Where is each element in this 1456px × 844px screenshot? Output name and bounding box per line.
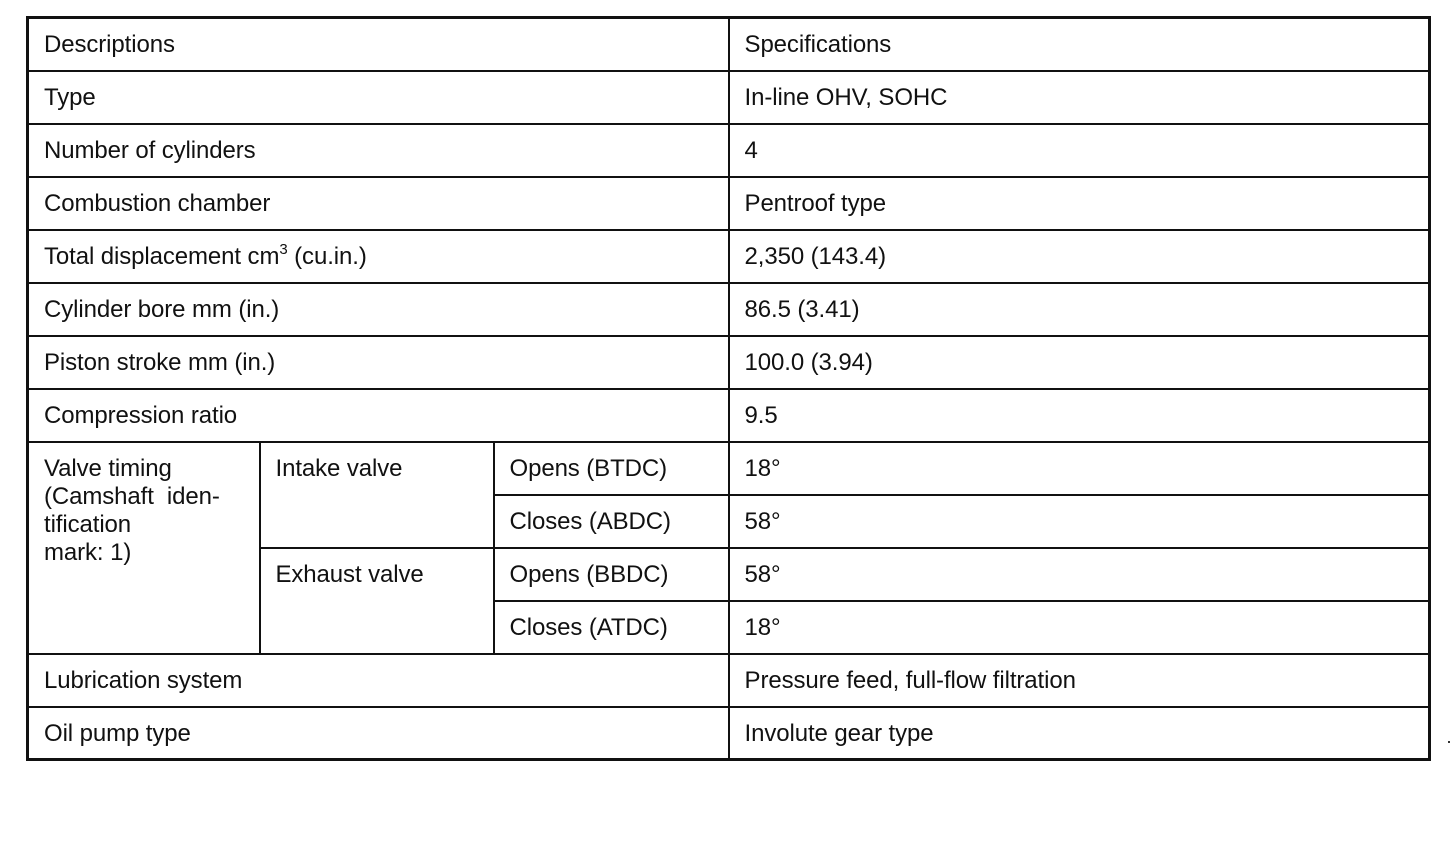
valve-timing-label-line: Valve timing [44,454,172,482]
table-row [28,389,1430,442]
displacement-label: Total displacement cm [44,242,280,270]
valve-timing-label-line: (Camshaft iden- [44,482,220,510]
exhaust-closes-value: 18° [729,601,1430,654]
table-row [28,336,1430,389]
displacement-unit: (cu.in.) [287,242,367,270]
intake-opens-value: 18° [729,442,1430,495]
exhaust-valve-label: Exhaust valve [260,548,494,654]
exhaust-opens-label: Opens (BBDC) [494,548,729,601]
table-row [28,124,1430,177]
table-row [28,707,1430,760]
row-description: Lubrication system [28,654,729,707]
valve-timing-label-line: tification [44,510,132,538]
row-specification: 86.5 (3.41) [729,283,1430,336]
column-header-specifications: Specifications [729,18,1430,71]
row-specification: 9.5 [729,389,1430,442]
exhaust-opens-value: 58° [729,548,1430,601]
exhaust-closes-label: Closes (ATDC) [494,601,729,654]
valve-timing-label-line: mark: 1) [44,538,132,566]
intake-opens-label: Opens (BTDC) [494,442,729,495]
scan-speck [1448,741,1450,743]
row-specification: 100.0 (3.94) [729,336,1430,389]
column-header-descriptions: Descriptions [28,18,729,71]
table-row [28,654,1430,707]
row-specification: 2,350 (143.4) [729,230,1430,283]
row-specification: 4 [729,124,1430,177]
row-specification: In-line OHV, SOHC [729,71,1430,124]
row-specification: Pressure feed, full-flow filtration [729,654,1430,707]
row-description: Oil pump type [28,707,729,760]
engine-specifications-table [26,16,1431,761]
row-specification: Involute gear type [729,707,1430,760]
intake-closes-value: 58° [729,495,1430,548]
row-description [28,230,729,283]
table-row-valve-intake-opens [28,442,1430,495]
intake-closes-label: Closes (ABDC) [494,495,729,548]
row-description: Type [28,71,729,124]
row-description: Combustion chamber [28,177,729,230]
row-description: Compression ratio [28,389,729,442]
table-row [28,177,1430,230]
row-description: Cylinder bore mm (in.) [28,283,729,336]
row-description: Number of cylinders [28,124,729,177]
row-specification: Pentroof type [729,177,1430,230]
cubic-superscript: 3 [279,240,288,258]
table-row [28,230,1430,283]
table-row [28,71,1430,124]
intake-valve-label: Intake valve [260,442,494,548]
row-description: Piston stroke mm (in.) [28,336,729,389]
table-header-row [28,18,1430,71]
valve-timing-label [28,442,260,654]
table-row [28,283,1430,336]
